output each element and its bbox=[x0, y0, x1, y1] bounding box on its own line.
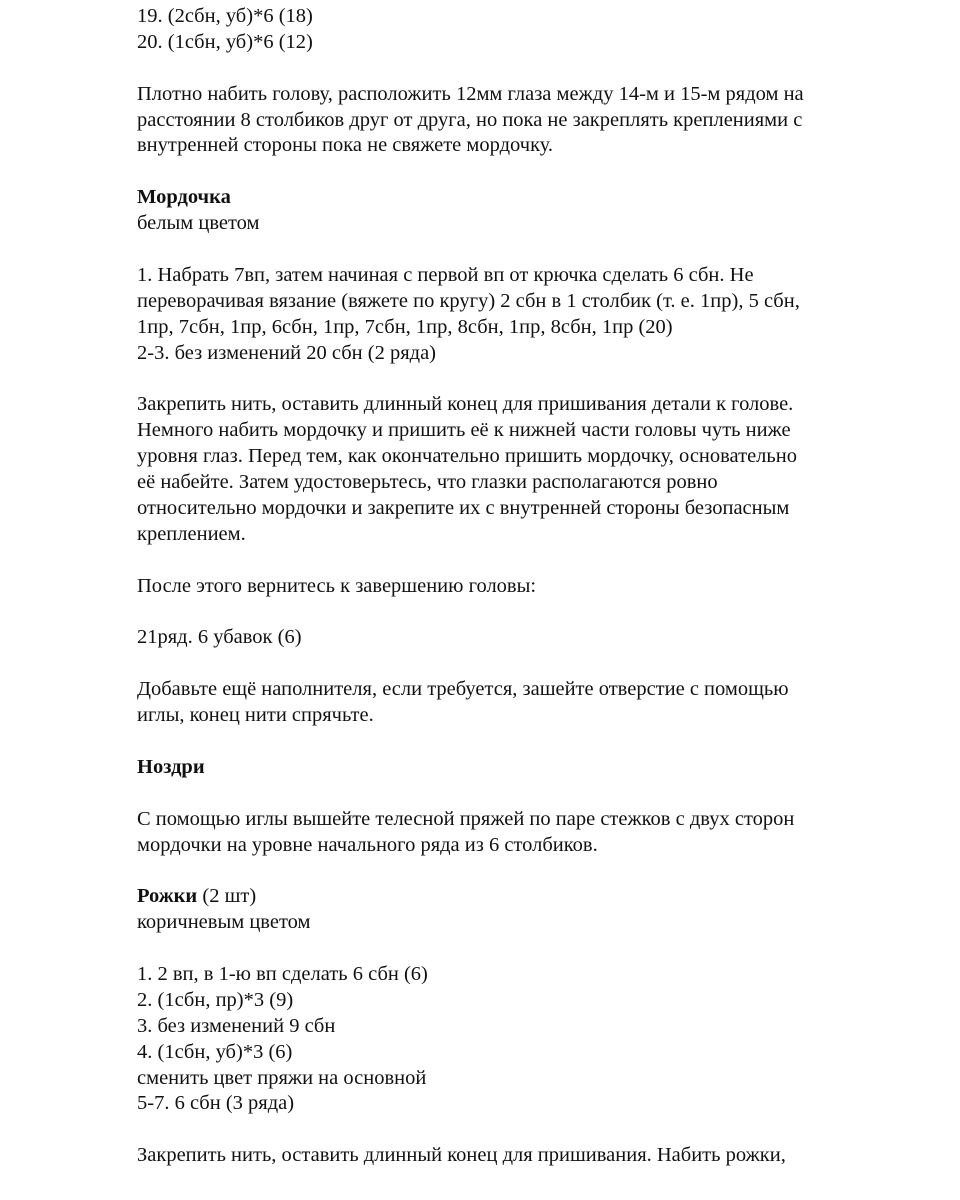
muzzle-finish bbox=[137, 392, 937, 547]
horns-row: 1. 2 вп, в 1-ю вп сделать 6 сбн (6) bbox=[137, 962, 428, 985]
spacer bbox=[137, 729, 937, 755]
horns-row: 4. (1сбн, уб)*3 (6) bbox=[137, 1040, 293, 1063]
muzzle-row: 2-3. без изменений 20 сбн (2 ряда) bbox=[137, 341, 437, 364]
spacer bbox=[137, 548, 937, 574]
muzzle-finish-line: её набейте. Затем удостоверьтесь, что глазки располагаются ровно bbox=[137, 471, 718, 494]
muzzle-finish-line: Закрепить нить, оставить длинный конец для пришивания детали к голове. bbox=[137, 393, 794, 416]
spacer bbox=[137, 858, 937, 884]
head-closing bbox=[137, 677, 937, 729]
spacer bbox=[137, 159, 937, 185]
head-row-20: 20. (1сбн, уб)*6 (12) bbox=[137, 30, 313, 53]
horns-row: 5-7. 6 сбн (3 ряда) bbox=[137, 1092, 295, 1115]
nostrils-text-line: С помощью иглы вышейте телесной пряжей по паре стежков с двух сторон bbox=[137, 807, 795, 830]
nostrils-text-line: мордочки на уровне начального ряда из 6 столбиков. bbox=[137, 833, 598, 856]
head-closing-line: иглы, конец нити спрячьте. bbox=[137, 704, 374, 727]
muzzle-row: переворачивая вязание (вяжете по кругу) 2 сбн в 1 столбик (т. е. 1пр), 5 сбн, bbox=[137, 289, 800, 312]
spacer bbox=[137, 936, 937, 962]
muzzle-row: 1пр, 7сбн, 1пр, 6сбн, 1пр, 7сбн, 1пр, 8сбн, 1пр, 8сбн, 1пр (20) bbox=[137, 315, 673, 338]
horns-finish-line: Закрепить нить, оставить длинный конец для пришивания. Набить рожки, bbox=[137, 1144, 786, 1167]
muzzle-rows bbox=[137, 263, 937, 367]
nostrils-heading: Ноздри bbox=[137, 755, 205, 778]
horns-row: 2. (1сбн, пр)*3 (9) bbox=[137, 988, 294, 1011]
head-instructions-line: расстоянии 8 столбиков друг от друга, но пока не закреплять креплениями с bbox=[137, 108, 803, 131]
muzzle-finish-line: Немного набить мордочку и пришить её к нижней части головы чуть ниже bbox=[137, 419, 791, 442]
muzzle-heading: Мордочка bbox=[137, 186, 231, 209]
muzzle-finish-line: креплением. bbox=[137, 522, 246, 545]
horns-row: сменить цвет пряжи на основной bbox=[137, 1066, 427, 1089]
return-note: После этого вернитесь к завершению головы: bbox=[137, 574, 537, 597]
spacer bbox=[137, 237, 937, 263]
head-instructions bbox=[137, 82, 937, 160]
document-page bbox=[137, 4, 937, 1169]
spacer bbox=[137, 599, 937, 625]
nostrils-text bbox=[137, 807, 937, 859]
spacer bbox=[137, 56, 937, 82]
spacer bbox=[137, 366, 937, 392]
muzzle-finish-line: относительно мордочки и закрепите их с внутренней стороны безопасным bbox=[137, 496, 790, 519]
muzzle-finish-line: уровня глаз. Перед тем, как окончательно пришить мордочку, основательно bbox=[137, 445, 797, 468]
horns-count: (2 шт) bbox=[197, 885, 257, 908]
spacer bbox=[137, 651, 937, 677]
head-instructions-line: Плотно набить голову, расположить 12мм глаза между 14-м и 15-м рядом на bbox=[137, 82, 804, 105]
horns-rows bbox=[137, 962, 937, 1117]
muzzle-color-note: белым цветом bbox=[137, 212, 260, 235]
head-row-19: 19. (2сбн, уб)*6 (18) bbox=[137, 5, 313, 27]
horns-heading: Рожки bbox=[137, 885, 198, 908]
horns-heading-line bbox=[137, 884, 937, 910]
head-instructions-line: внутренней стороны пока не свяжете мордочку. bbox=[137, 134, 554, 157]
spacer bbox=[137, 781, 937, 807]
spacer bbox=[137, 1117, 937, 1143]
head-row-21: 21ряд. 6 убавок (6) bbox=[137, 626, 302, 649]
horns-row: 3. без изменений 9 сбн bbox=[137, 1014, 336, 1037]
muzzle-row: 1. Набрать 7вп, затем начиная с первой вп от крючка сделать 6 сбн. Не bbox=[137, 263, 754, 286]
head-closing-line: Добавьте ещё наполнителя, если требуется, зашейте отверстие с помощью bbox=[137, 678, 789, 701]
horns-color-note: коричневым цветом bbox=[137, 911, 311, 934]
